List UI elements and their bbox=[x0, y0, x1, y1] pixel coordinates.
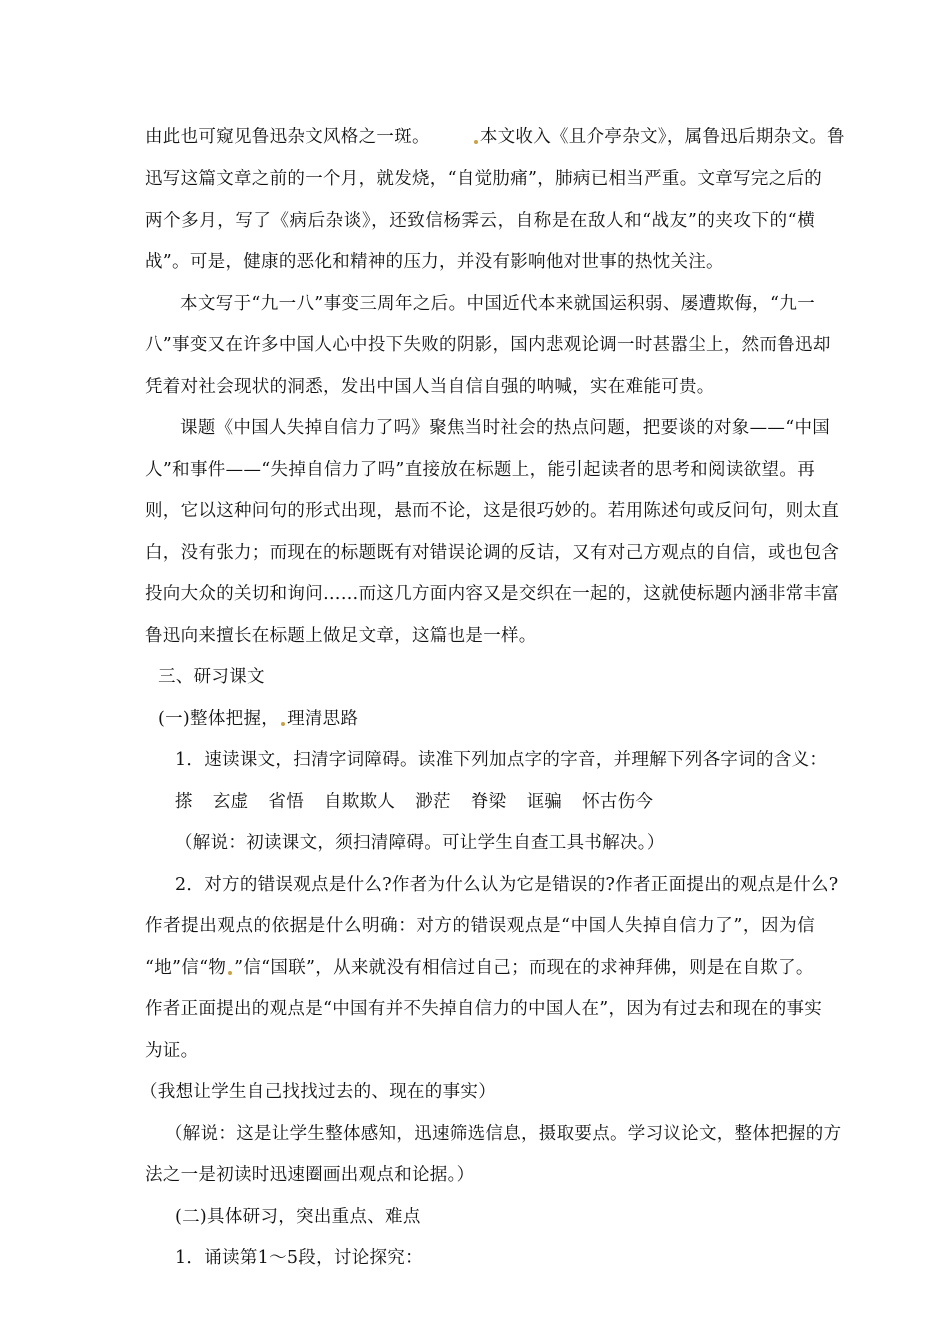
paragraph-line: 迅写这篇文章之前的一个月，就发烧，“自觉肋痛”，肺病已相当严重。文章写完之后的 bbox=[145, 169, 823, 189]
text-segment: 理清思路 bbox=[287, 709, 359, 729]
paragraph-line bbox=[145, 125, 845, 149]
note-line: 法之一是初读时迅速圈画出观点和论据。） bbox=[145, 1165, 475, 1185]
marker-dot bbox=[281, 722, 285, 726]
paragraph-line: 为证。 bbox=[145, 1041, 199, 1061]
vocab-word: 自欺欺人 bbox=[324, 792, 396, 812]
text-segment: “地”信“物 bbox=[145, 958, 227, 978]
vocab-word: 省悟 bbox=[268, 792, 305, 812]
vocab-list bbox=[175, 790, 845, 814]
paragraph-line: 则，它以这种问句的形式出现，悬而不论，这是很巧妙的。若用陈述句或反问句，则太直 bbox=[145, 501, 840, 521]
vocab-word: 渺茫 bbox=[415, 792, 451, 812]
text-segment: ”信“国联”，从来就没有相信过自己；而现在的求神拜佛，则是在自欺了。 bbox=[234, 958, 814, 978]
vocab-word: 玄虚 bbox=[212, 792, 249, 812]
question-line: 1．诵读第1～5段，讨论探究： bbox=[175, 1248, 423, 1268]
note-line: （解说：初读课文，须扫清障碍。可让学生自查工具书解决。） bbox=[175, 833, 665, 853]
subsection-heading bbox=[158, 707, 828, 731]
question-line: 1．速读课文，扫清字词障碍。读准下列加点字的字音，并理解下列各字词的含义： bbox=[175, 750, 828, 770]
vocab-word: 怀古伤今 bbox=[582, 792, 654, 812]
text-segment: 本文收入《且介亭杂文》，属鲁迅后期杂文。鲁 bbox=[479, 127, 845, 147]
paragraph-line bbox=[145, 956, 815, 980]
vocab-word: 搽 bbox=[175, 792, 193, 812]
question-line: 2．对方的错误观点是什么?作者为什么认为它是错误的?作者正面提出的观点是什么? bbox=[175, 875, 839, 895]
vocab-word: 诓骗 bbox=[526, 792, 563, 812]
paragraph-line: 人”和事件——“失掉自信力了吗”直接放在标题上，能引起读者的思考和阅读欲望。再 bbox=[145, 460, 815, 480]
paragraph-line: 本文写于“九一八”事变三周年之后。中国近代本来就国运积弱、屡遭欺侮，“九一 bbox=[180, 294, 815, 314]
paragraph-line: 投向大众的关切和询问……而这几方面内容又是交织在一起的，这就使标题内涵非常丰富 bbox=[145, 584, 840, 604]
text-segment: 由此也可窥见鲁迅杂文风格之一斑。 bbox=[145, 127, 430, 147]
paragraph-line: 作者提出观点的依据是什么明确：对方的错误观点是“中国人失掉自信力了”，因为信 bbox=[145, 916, 815, 936]
paragraph-line: 白，没有张力；而现在的标题既有对错误论调的反诘，又有对己方观点的自信，或也包含 bbox=[145, 543, 840, 563]
paragraph-line: 两个多月，写了《病后杂谈》，还致信杨霁云，自称是在敌人和“战友”的夹攻下的“横 bbox=[145, 211, 815, 231]
paragraph-line: 作者正面提出的观点是“中国有并不失掉自信力的中国人在”，因为有过去和现在的事实 bbox=[145, 999, 823, 1019]
subsection-heading: (二)具体研习，突出重点、难点 bbox=[175, 1207, 421, 1227]
section-heading: 三、研习课文 bbox=[158, 667, 265, 687]
paragraph-line: 战”。可是，健康的恶化和精神的压力，并没有影响他对世事的热忱关注。 bbox=[145, 252, 724, 272]
marker-dot bbox=[228, 971, 232, 975]
marker-dot bbox=[474, 140, 478, 144]
text-segment: (一)整体把握， bbox=[158, 709, 280, 729]
paragraph-line: 八”事变又在许多中国人心中投下失败的阴影，国内悲观论调一时甚嚣尘上，然而鲁迅却 bbox=[145, 335, 831, 355]
paragraph-line: 鲁迅向来擅长在标题上做足文章，这篇也是一样。 bbox=[145, 626, 537, 646]
vocab-word: 脊梁 bbox=[470, 792, 507, 812]
note-line: （解说：这是让学生整体感知，迅速筛选信息，摄取要点。学习议论文，整体把握的方 bbox=[165, 1124, 842, 1144]
note-line: （我想让学生自己找找过去的、现在的事实） bbox=[140, 1082, 496, 1102]
paragraph-line: 课题《中国人失掉自信力了吗》聚焦当时社会的热点问题，把要谈的对象——“中国 bbox=[180, 418, 831, 438]
paragraph-line: 凭着对社会现状的洞悉，发出中国人当自信自强的呐喊，实在难能可贵。 bbox=[145, 377, 715, 397]
